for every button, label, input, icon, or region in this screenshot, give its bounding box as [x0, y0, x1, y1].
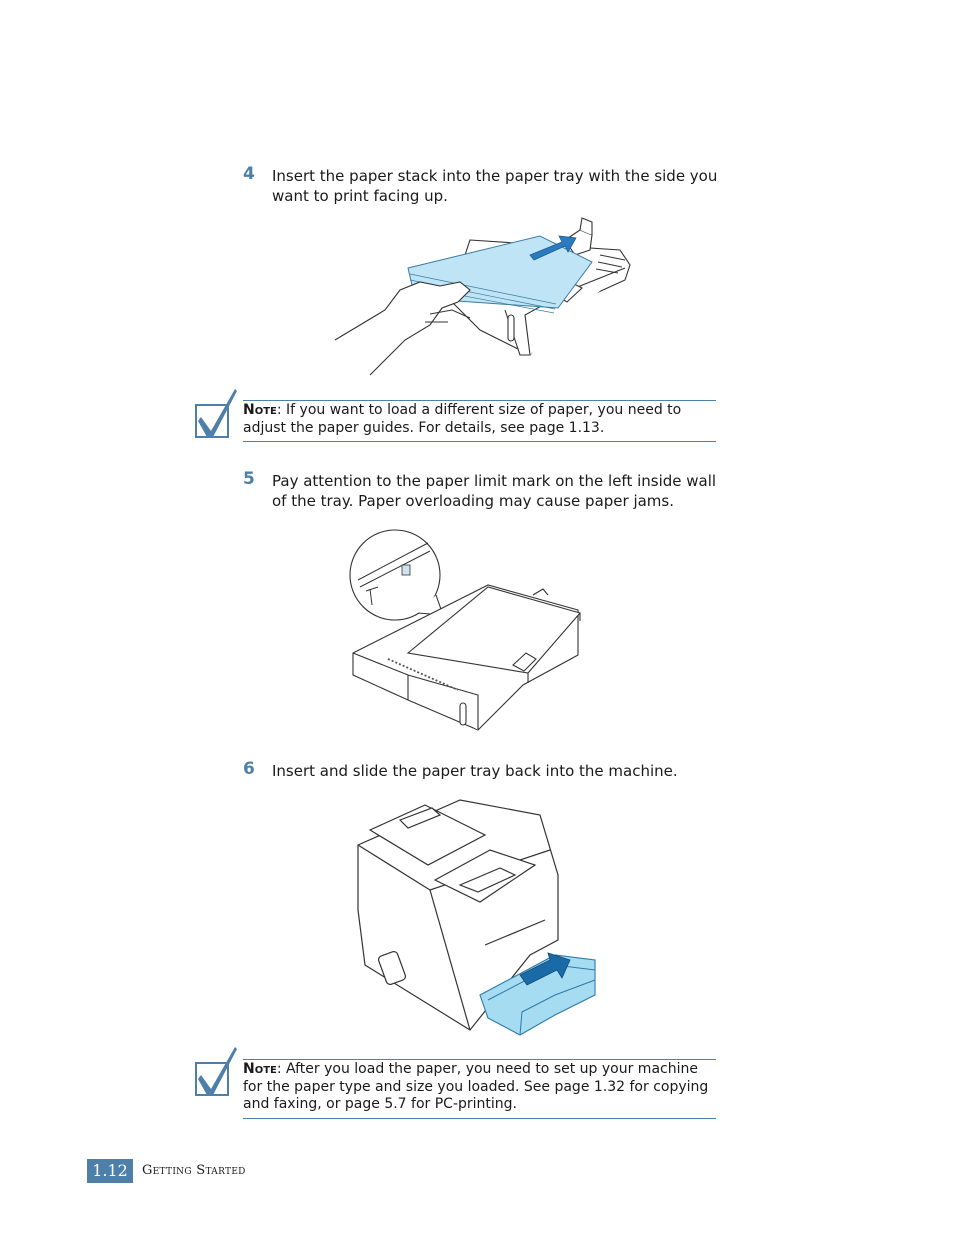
note-1	[243, 400, 716, 442]
step-text: Pay attention to the paper limit mark on the left inside wall of the tray. Paper overloading may cause paper jams.	[272, 472, 717, 510]
check-note-icon	[195, 1045, 239, 1101]
printer-tray-insert-illustration	[340, 790, 605, 1040]
paper-stack-tray-illustration	[330, 210, 635, 380]
paper-limit-mark-illustration	[348, 525, 588, 740]
step-6	[243, 761, 718, 781]
step-5	[243, 471, 718, 511]
note-text: : After you load the paper, you need to set up your machine for the paper type and size you loaded. See page 1.32 for copying and faxing, or page 5.7 for PC-printing.	[243, 1061, 709, 1112]
step-4	[243, 166, 718, 206]
step-number: 4	[243, 164, 255, 184]
page-number: 1.12	[87, 1159, 133, 1183]
step-number: 5	[243, 469, 255, 489]
note-label: Note	[243, 402, 277, 418]
note-2	[243, 1059, 716, 1119]
step-text: Insert the paper stack into the paper tray with the side you want to print facing up.	[272, 167, 718, 205]
step-text: Insert and slide the paper tray back into the machine.	[272, 762, 678, 780]
check-note-icon	[195, 387, 239, 443]
note-label: Note	[243, 1061, 277, 1077]
section-title: Getting Started	[142, 1163, 246, 1178]
note-text: : If you want to load a different size of paper, you need to adjust the paper guides. For details, see page 1.13.	[243, 402, 682, 436]
step-number: 6	[243, 759, 255, 779]
